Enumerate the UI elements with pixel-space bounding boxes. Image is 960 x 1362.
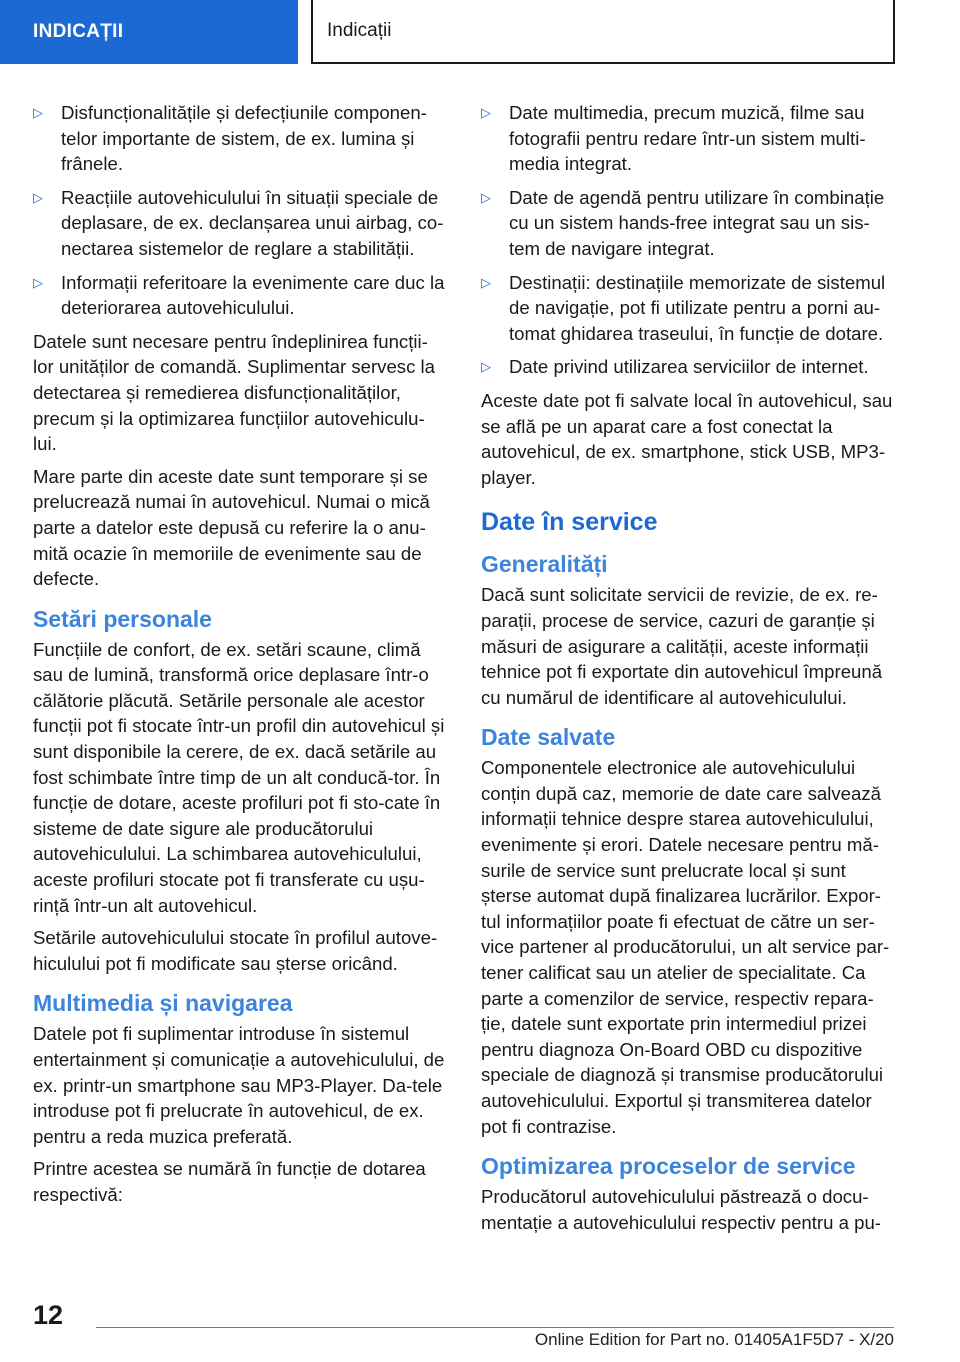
footer-edition: Online Edition for Part no. 01405A1F5D7 - X/20: [534, 1330, 894, 1349]
list-item: ▷ Disfuncționalitățile și defecțiunile componen-telor importante de sistem, de ex. lumina și frânele.: [33, 102, 427, 175]
section-tab[interactable]: INDICAȚII: [0, 0, 298, 64]
list-item: ▷ Date de agendă pentru utilizare în combinație cu un sistem hands-free integrat sau un sis-tem de navigare integrat.: [481, 186, 885, 259]
paragraph: Printre acestea se numără în funcție de dotarea respectivă:: [33, 1158, 426, 1205]
list-item: ▷ Date multimedia, precum muzică, filme sau fotografii pentru redare într-un sistem multi-media integrat.: [481, 102, 866, 175]
heading-service-data: Date în service: [481, 508, 658, 537]
triangle-bullet-icon: ▷: [481, 105, 491, 120]
paragraph: Mare parte din aceste date sunt temporare și se prelucrează numai în autovehicul. Numai o mică parte a datelor este depusă cu referire la o anu-mită ocazie în memoriile de evenimente sau de defecte.: [33, 465, 430, 590]
triangle-bullet-icon: ▷: [33, 105, 43, 120]
triangle-bullet-icon: ▷: [481, 359, 491, 375]
triangle-bullet-icon: ▷: [481, 189, 491, 205]
paragraph: Datele sunt necesare pentru îndeplinirea funcții-lor unităților de comandă. Suplimentar servesc la detectarea și remedierea disfuncționalităților, precum și la optimizarea funcțiilor autovehiculu-lui.: [33, 330, 436, 455]
paragraph: Producătorul autovehiculului păstrează o docu-mentație a autovehiculului respectiv pentru a pu-: [481, 1186, 882, 1233]
list-item: ▷ Date privind utilizarea serviciilor de internet.: [481, 354, 896, 380]
list-item: ▷ Informații referitoare la evenimente care duc la deteriorarea autovehiculului.: [33, 271, 445, 319]
paragraph: Funcțiile de confort, de ex. setări scaune, climă sau de lumină, transformă orice deplasare într-o călătorie plăcută. Setările personale ale acestor funcții pot fi stocate într-un profil din autovehicul și sunt disponibile la cerere, de ex. dacă setările au fost schimbate între timp de un alt conducă-tor. În funcție de dotare, aceste profiluri pot fi sto-cate în sisteme de date sigure ale producătorului autovehiculului. La schimbarea autovehiculului, aceste profiluri stocate pot fi transferate cu ușu-rință într-un alt autovehicul.: [33, 638, 445, 916]
triangle-bullet-icon: ▷: [33, 189, 43, 205]
right-column: [481, 100, 896, 1242]
paragraph: Aceste date pot fi salvate local în autovehicul, sau se află pe un aparat care a fost conectat la autovehicul, de ex. smartphone, stick USB, MP3-player.: [481, 389, 893, 488]
list-item: ▷ Reacțiile autovehiculului în situații speciale de deplasare, de ex. declanșarea unui airbag, co-nectarea sistemelor de reglare a stabilității.: [33, 186, 444, 259]
paragraph: Setările autovehiculului stocate în profilul autove-hiculului pot fi modificate sau șterse oricând.: [33, 927, 438, 974]
footer-divider: [96, 1327, 894, 1328]
heading-personal-settings: Setări personale: [33, 605, 212, 632]
page-number: 12: [33, 1300, 64, 1330]
heading-multimedia: Multimedia și navigarea: [33, 990, 293, 1017]
paragraph: Datele pot fi suplimentar introduse în sistemul entertainment și comunicație a autovehiculului, de ex. printr-un smartphone sau MP3-Player. Da-tele introduse pot fi prelucrate în autovehicul, de ex. pentru a reda muzica preferată.: [33, 1023, 445, 1147]
heading-general: Generalități: [481, 551, 608, 578]
heading-service-optimization: Optimizarea proceselor de service: [481, 1153, 856, 1180]
triangle-bullet-icon: ▷: [33, 274, 43, 290]
heading-saved-data: Date salvate: [481, 724, 616, 751]
paragraph: Componentele electronice ale autovehiculului conțin după caz, memorie de date care salvează informații tehnice despre starea autovehiculului, evenimente și erori. Datele necesare pentru mă-surile de service sunt prelucrate local și sunt șterse automat după finalizarea lucrărilor. Expor-tul informațiilor poate fi efectuat de către un ser-vice partener al producătorului, un alt service par-tener calificat sau un atelier de specialitate. Ca parte a comenzilor de service, respectiv repara-ție, datele sunt exportate prin intermediul prizei pentru diagnoza On-Board OBD cu dispozitive speciale de diagnoză și transmise producătorului autovehiculului. Exportul și transmiterea datelor pot fi contrazise.: [481, 757, 890, 1137]
triangle-bullet-icon: ▷: [481, 274, 491, 290]
left-column: [33, 100, 448, 1215]
section-title: Indicații: [311, 0, 895, 64]
paragraph: Dacă sunt solicitate servicii de revizie, de ex. re-parații, procese de service, cazuri de garanție și măsuri de asigurare a calității, aceste informații tehnice pot fi exportate din autovehicul împreună cu numărul de identificare al autovehiculului.: [481, 584, 883, 708]
list-item: ▷ Destinații: destinațiile memorizate de sistemul de navigație, pot fi utilizate pentru a porni au-tomat ghidarea traseului, în funcție de dotare.: [481, 271, 886, 344]
